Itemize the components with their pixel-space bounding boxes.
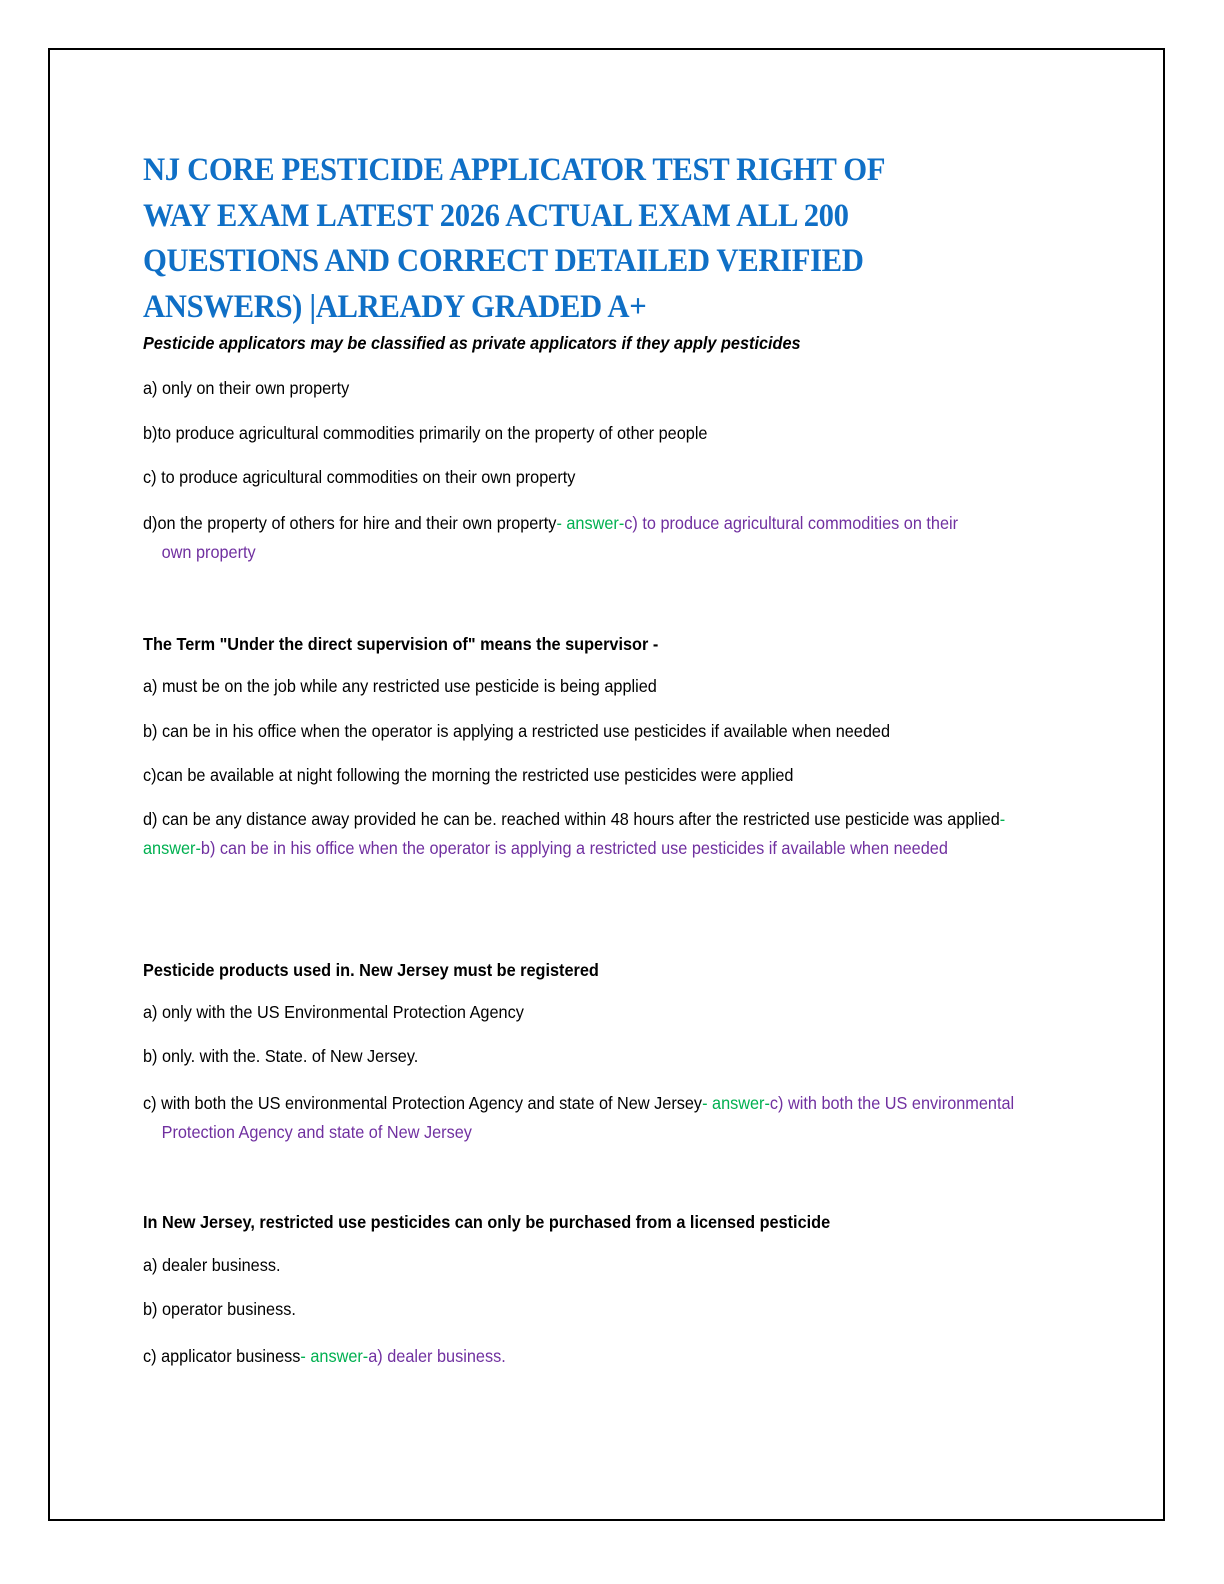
answer-text: c) with both the US environmental Protection Agency and state of New Jersey [161, 1093, 1015, 1142]
answer-option-with-answer [143, 1089, 1040, 1147]
answer-option: a) only with the US Environmental Protection Agency [143, 1002, 524, 1022]
answer-option-with-answer [143, 805, 1027, 863]
answer-label: - answer- [143, 809, 1006, 858]
answer-option: a) only on their own property [143, 378, 350, 398]
answer-option-with-answer [143, 509, 980, 567]
question-prompt: The Term "Under the direct supervision of" means the supervisor - [143, 634, 659, 654]
option-text: d)on the property of others for hire and their own property [143, 513, 557, 533]
answer-option: b) only. with the. State. of New Jersey. [143, 1046, 419, 1066]
option-text: d) can be any distance away provided he can be. reached within 48 hours after the restricted use pesticide was applied [143, 809, 1000, 829]
title-line: QUESTIONS AND CORRECT DETAILED VERIFIED [143, 243, 864, 279]
question-prompt: Pesticide products used in. New Jersey must be registered [143, 960, 599, 980]
answer-option: b)to produce agricultural commodities primarily on the property of other people [143, 423, 708, 443]
title-line: WAY EXAM LATEST 2026 ACTUAL EXAM ALL 200 [143, 197, 849, 234]
answer-option-with-answer [143, 1342, 1082, 1371]
answer-option: a) must be on the job while any restricted use pesticide is being applied [143, 676, 657, 696]
answer-text: b) can be in his office when the operator is applying a restricted use pesticides if available when needed [200, 838, 948, 858]
answer-option: a) dealer business. [143, 1255, 281, 1275]
title-line: NJ CORE PESTICIDE APPLICATOR TEST RIGHT OF [143, 152, 886, 188]
answer-text: a) dealer business. [368, 1346, 506, 1366]
question-prompt: In New Jersey, restricted use pesticides can only be purchased from a licensed pesticide [143, 1212, 831, 1232]
title-line: ANSWERS) |ALREADY GRADED A+ [143, 288, 647, 325]
answer-label: - answer- [556, 513, 625, 533]
answer-option: c) to produce agricultural commodities on their own property [143, 467, 576, 487]
answer-option: b) operator business. [143, 1299, 296, 1319]
answer-label: - answer- [300, 1346, 369, 1366]
answer-text: c) to produce agricultural commodities on their own property [161, 513, 959, 562]
document-title [143, 148, 1082, 330]
answer-option: c)can be available at night following the morning the restricted use pesticides were applied [143, 765, 794, 785]
option-text: c) with both the US environmental Protection Agency and state of New Jersey [143, 1093, 703, 1113]
answer-option: b) can be in his office when the operator is applying a restricted use pesticides if available when needed [143, 721, 891, 741]
option-text: c) applicator business [143, 1346, 301, 1366]
answer-label: - answer- [702, 1093, 770, 1113]
question-prompt: Pesticide applicators may be classified as private applicators if they apply pesticides [143, 333, 801, 353]
